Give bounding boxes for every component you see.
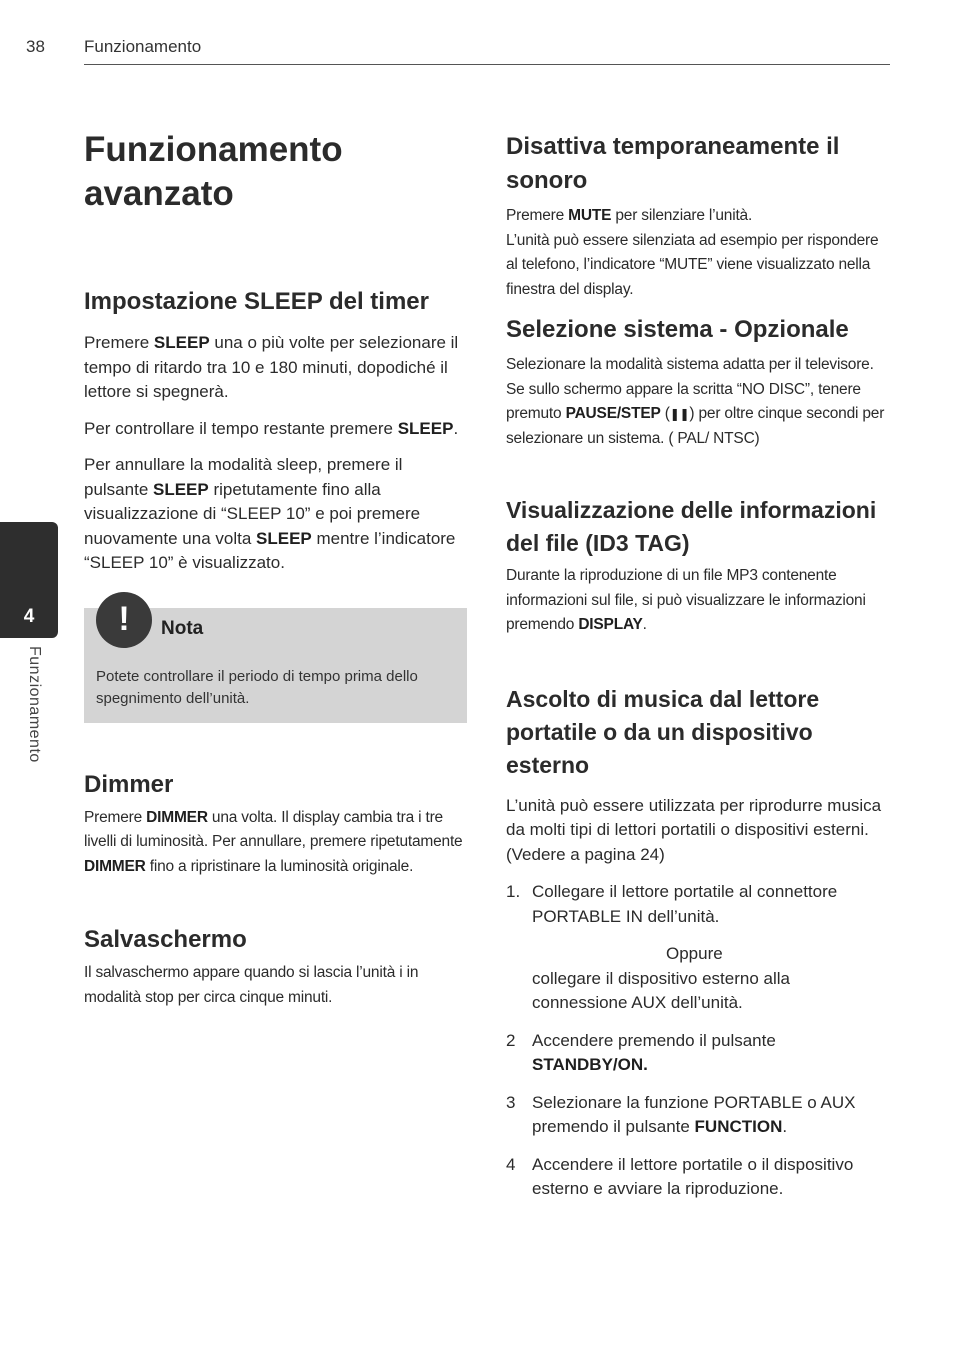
sleep-heading: Impostazione SLEEP del timer [84, 288, 429, 315]
page-title-line1: Funzionamento [84, 130, 343, 169]
screensaver-heading: Salvaschermo [84, 926, 247, 953]
page-number: 38 [26, 37, 45, 56]
system-heading: Selezione sistema - Opzionale [506, 316, 849, 343]
chapter-tab [0, 522, 58, 638]
list-item: 4 Accendere il lettore portatile o il dispositivo esterno e avviare la riproduzione. [506, 1154, 854, 1198]
note-box [84, 600, 467, 723]
mute-paragraph-2: L’unità può essere silenziata ad esempio per rispondere al telefono, l’indicatore “MUTE” viene visualizzato nella finestra del display. [506, 231, 879, 298]
page-title-line2: avanzato [84, 174, 234, 213]
left-column [84, 128, 468, 1010]
right-column [506, 130, 890, 1202]
chapter-number: 4 [23, 606, 35, 627]
sleep-paragraph-3: Per annullare la modalità sleep, premere il pulsante SLEEP ripetutamente fino alla visualizzazione di “SLEEP 10” e poi premere nuovamente una volta SLEEP mentre l’indicatore “SLEEP 10” è visualizzato. [84, 455, 456, 572]
header-rule [84, 64, 890, 65]
page-title [84, 128, 468, 216]
list-item: 2 Accendere premendo il pulsante STANDBY/ON. [506, 1030, 776, 1074]
mute-paragraph-1: Premere MUTE per silenziare l’unità. [506, 207, 753, 224]
screensaver-paragraph: Il salvaschermo appare quando si lascia l’unità i in modalità stop per circa cinque minuti. [84, 964, 419, 1006]
sleep-paragraph-1: Premere SLEEP una o più volte per selezionare il tempo di ritardo tra 10 e 180 minuti, dopodiché il lettore si spegnerà. [84, 333, 459, 401]
portable-heading: Ascolto di musica dal lettore portatile o da un dispositivo esterno [506, 685, 820, 778]
portable-intro: L’unità può essere utilizzata per riprodurre musica da molti tipi di lettori portatili o dispositivi esterni. (Vedere a pagina 24) [506, 795, 882, 864]
list-item: 3 Selezionare la funzione PORTABLE o AUX premendo il pulsante FUNCTION. [506, 1092, 856, 1136]
id3-heading: Visualizzazione delle informazioni del file (ID3 TAG) [506, 497, 877, 556]
dimmer-paragraph: Premere DIMMER una volta. Il display cambia tra i tre livelli di luminosità. Per annullare, premere ripetutamente DIMMER fino a ripristinare la luminosità originale. [84, 808, 463, 875]
note-text: Potete controllare il periodo di tempo prima dello spegnimento dell’unità. [96, 667, 418, 707]
sleep-paragraph-2: Per controllare il tempo restante premere SLEEP. [84, 418, 459, 438]
portable-steps [506, 880, 890, 1202]
note-title: Nota [161, 617, 204, 639]
system-paragraph: Selezionare la modalità sistema adatta per il televisore. Se sullo schermo appare la scritta “NO DISC”, tenere premuto PAUSE/STEP (❚❚) per oltre cinque secondi per selezionare un sistema. ( PAL/ NTSC) [506, 356, 885, 447]
exclamation-icon: ! [96, 592, 152, 648]
running-head: Funzionamento [84, 37, 202, 56]
mute-heading: Disattiva temporaneamente il sonoro [506, 133, 840, 194]
id3-paragraph: Durante la riproduzione di un file MP3 contenente informazioni sul file, si può visualizzare le informazioni premendo DISPLAY. [506, 567, 866, 633]
chapter-label: Funzionamento [26, 646, 43, 763]
dimmer-heading: Dimmer [84, 770, 174, 798]
pause-icon: ❚❚ [669, 407, 690, 421]
list-item: 1. Collegare il lettore portatile al connettore PORTABLE IN dell’unità. Oppure collegare il dispositivo esterno alla connessione AUX dell’unità. [506, 882, 838, 1012]
